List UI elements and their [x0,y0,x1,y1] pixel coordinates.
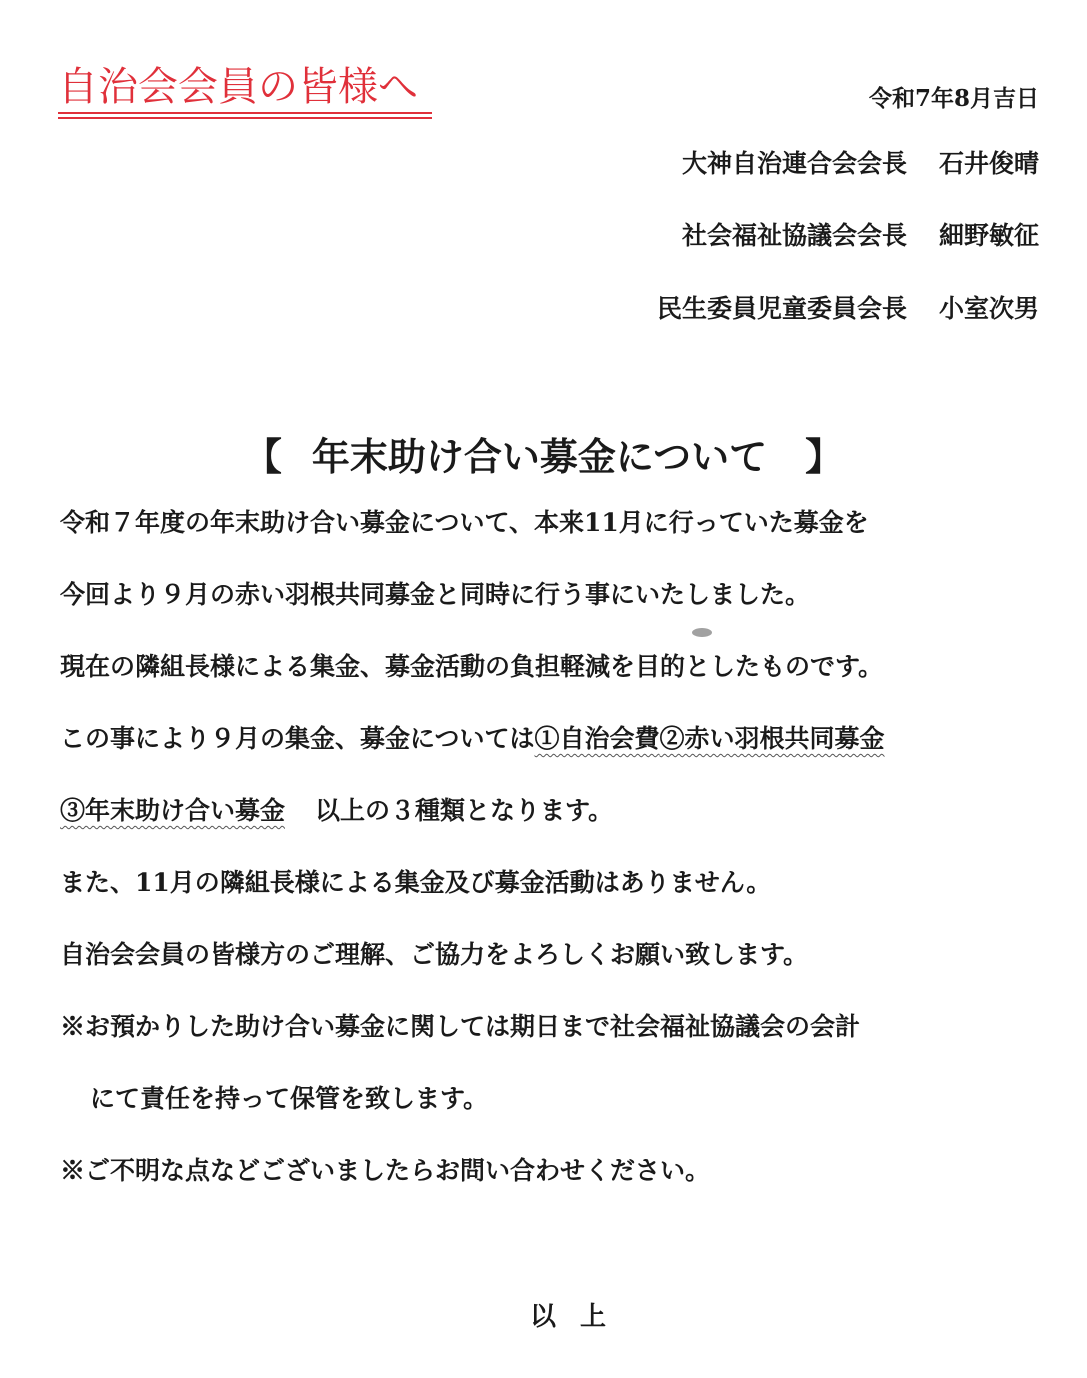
title-close-bracket: 】 [805,434,844,479]
item-nenmatsu-bokin: ③年末助け合い募金 [60,796,286,825]
signer-name: 石井俊晴 [938,149,1039,178]
body-line-5 [60,794,613,828]
signer-name: 細野敏征 [938,221,1039,250]
signer-role: 民生委員児童委員会長 [656,294,907,323]
body-line-3: 現在の隣組長様による集金、募金活動の負担軽減を目的としたものです。 [60,652,884,681]
line5-suffix: 以上の３種類となります。 [315,796,614,825]
addressee-heading: 自治会会員の皆様へ [58,64,418,110]
body-line-8: ※お預かりした助け合い募金に関しては期日まで社会福祉協議会の会計 [60,1012,861,1041]
signer-name: 小室次男 [938,294,1039,323]
body-line-10: ※ご不明な点などございましたらお問い合わせください。 [60,1156,711,1185]
underline-bottom [58,117,432,119]
item-jichikai-hi: ①自治会費 [534,724,660,753]
signer-1 [682,144,1039,180]
underline-top [58,112,432,114]
body-line-7: 自治会会員の皆様方のご理解、ご協力をよろしくお願い致します。 [60,940,809,969]
signer-2 [682,216,1039,252]
item-akai-hane: ②赤い羽根共同募金 [659,724,885,753]
body-line-2: 今回より９月の赤い羽根共同募金と同時に行う事にいたしました。 [60,580,811,609]
title-open-bracket: 【 [243,434,282,479]
notice-title [0,426,1087,481]
body-line-9: にて責任を持って保管を致します。 [90,1084,489,1113]
closing-ijou: 以上 [530,1302,631,1332]
issue-date: 令和7年8月吉日 [868,85,1039,112]
signer-role: 大神自治連合会会長 [681,149,907,178]
body-line-6: また、11月の隣組長様による集金及び募金活動はありません。 [60,868,772,897]
body-line-1: 令和７年度の年末助け合い募金について、本来11月に行っていた募金を [60,508,869,537]
signer-role: 社会福祉協議会会長 [681,221,907,250]
line4-prefix: この事により９月の集金、募金については [60,724,535,753]
body-line-4 [60,722,885,756]
title-text: 年末助け合い募金について [311,434,768,479]
signer-3 [657,289,1039,325]
scan-speck [692,628,712,637]
addressee-double-underline [58,112,432,122]
